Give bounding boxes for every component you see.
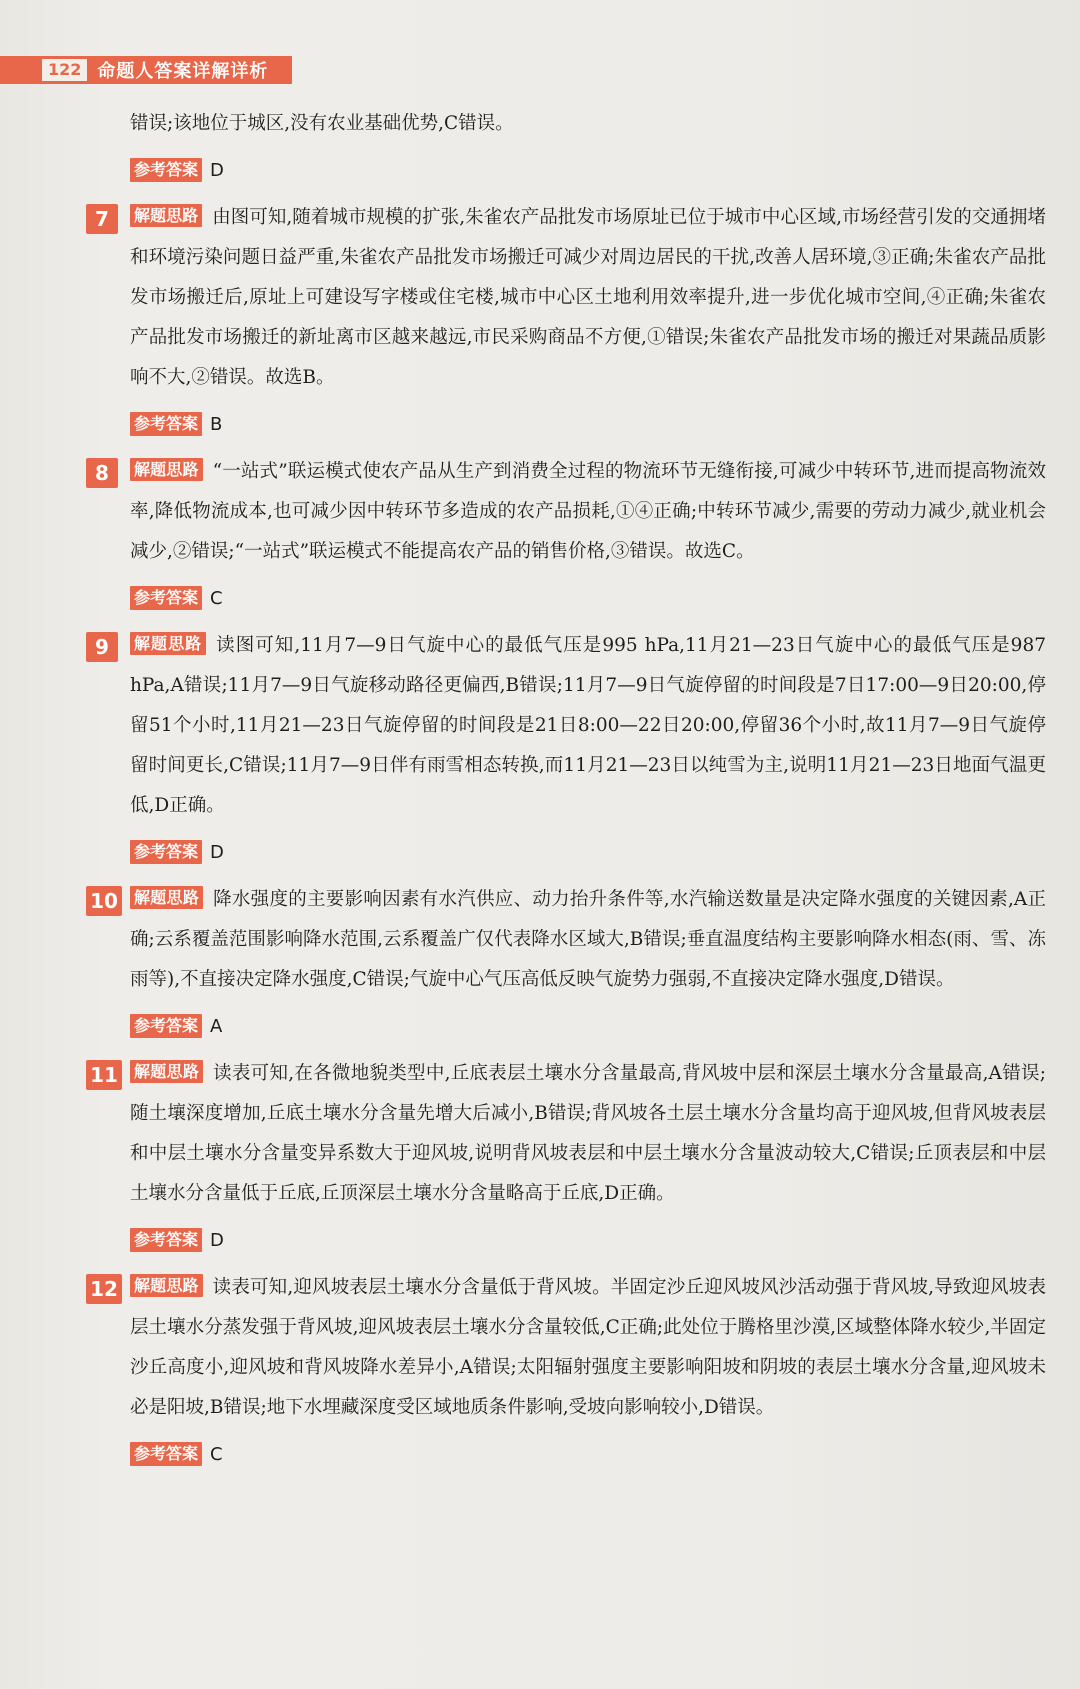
question-number: 8 [86,458,118,488]
explanation-paragraph [86,880,1046,1000]
think-label: 解题思路 [130,886,203,909]
page-content [86,104,1046,1482]
think-label: 解题思路 [130,632,206,655]
explanation-paragraph [86,1268,1046,1428]
question-item-7 [86,198,1046,444]
explanation-text: “一站式”联运模式使农产品从生产到消费全过程的物流环节无缝衔接,可减少中转环节,进而提高物流效率,降低物流成本,也可减少因中转环节多造成的农产品损耗,①④正确;中转环节减少,需要的劳动力减少,就业机会减少,②错误;“一站式”联运模式不能提高农产品的销售价格,③错误。故选C。 [130,461,1046,562]
question-number: 11 [86,1060,122,1090]
answer-value: D [210,159,224,181]
explanation-paragraph [86,1054,1046,1214]
page-number: 122 [42,59,87,81]
answer-value: C [210,1443,223,1465]
answer-row [130,404,1046,444]
page-header [0,56,292,84]
answer-value: C [210,587,223,609]
intro-answer [130,150,1046,190]
answer-label: 参考答案 [130,1442,202,1466]
explanation-text: 读图可知,11月7—9日气旋中心的最低气压是995 hPa,11月21—23日气旋中心的最低气压是987 hPa,A错误;11月7—9日气旋移动路径更偏西,B错误;11月7—9日气旋停留的时间段是7日17:00—9日20:00,停留51个小时,11月21—23日气旋停留的时间段是21日8:00—22日20:00,停留36个小时,故11月7—9日气旋停留时间更长,C错误;11月7—9日伴有雨雪相态转换,而11月21—23日以纯雪为主,说明11月21—23日地面气温更低,D正确。 [130,635,1046,816]
answer-label: 参考答案 [130,158,202,182]
intro-paragraph: 错误;该地位于城区,没有农业基础优势,C错误。 [130,113,514,134]
question-item-12 [86,1268,1046,1474]
answer-label: 参考答案 [130,586,202,610]
answer-value: B [210,413,223,435]
answer-row [130,1006,1046,1046]
think-label: 解题思路 [130,1060,203,1083]
explanation-text: 读表可知,迎风坡表层土壤水分含量低于背风坡。半固定沙丘迎风坡风沙活动强于背风坡,导致迎风坡表层土壤水分蒸发强于背风坡,迎风坡表层土壤水分含量较低,C正确;此处位于腾格里沙漠,区域整体降水较少,半固定沙丘高度小,迎风坡和背风坡降水差异小,A错误;太阳辐射强度主要影响阳坡和阴坡的表层土壤水分含量,迎风坡未必是阳坡,B错误;地下水埋藏深度受区域地质条件影响,受坡向影响较小,D错误。 [130,1277,1046,1418]
answer-label: 参考答案 [130,412,202,436]
answer-value: D [210,841,224,863]
answer-value: D [210,1229,224,1251]
think-label: 解题思路 [130,204,202,227]
question-item-10 [86,880,1046,1046]
question-number: 10 [86,886,122,916]
answer-label: 参考答案 [130,1228,202,1252]
explanation-text: 读表可知,在各微地貌类型中,丘底表层土壤水分含量最高,背风坡中层和深层土壤水分含量最高,A错误;随土壤深度增加,丘底土壤水分含量先增大后减小,B错误;背风坡各土层土壤水分含量均高于迎风坡,但背风坡表层和中层土壤水分含量变异系数大于迎风坡,说明背风坡表层和中层土壤水分含量波动较大,C错误;丘顶表层和中层土壤水分含量低于丘底,丘顶深层土壤水分含量略高于丘底,D正确。 [130,1063,1046,1204]
answer-row [130,1220,1046,1260]
answer-row [130,578,1046,618]
book-title: 命题人答案详解详析 [97,61,269,82]
question-item-11 [86,1054,1046,1260]
question-item-9 [86,626,1046,872]
answer-row [130,832,1046,872]
question-number: 12 [86,1274,122,1304]
explanation-text: 由图可知,随着城市规模的扩张,朱雀农产品批发市场原址已位于城市中心区域,市场经营引发的交通拥堵和环境污染问题日益严重,朱雀农产品批发市场搬迁可减少对周边居民的干扰,改善人居环境,③正确;朱雀农产品批发市场搬迁后,原址上可建设写字楼或住宅楼,城市中心区土地利用效率提升,进一步优化城市空间,④正确;朱雀农产品批发市场搬迁的新址离市区越来越远,市民采购商品不方便,①错误;朱雀农产品批发市场的搬迁对果蔬品质影响不大,②错误。故选B。 [130,207,1046,388]
think-label: 解题思路 [130,458,203,481]
question-item-8 [86,452,1046,618]
answer-label: 参考答案 [130,840,202,864]
question-number: 7 [86,204,118,234]
think-label: 解题思路 [130,1274,203,1297]
explanation-paragraph [86,452,1046,572]
answer-label: 参考答案 [130,1014,202,1038]
answer-row [130,1434,1046,1474]
answer-value: A [210,1015,223,1037]
explanation-paragraph [86,626,1046,826]
explanation-text: 降水强度的主要影响因素有水汽供应、动力抬升条件等,水汽输送数量是决定降水强度的关键因素,A正确;云系覆盖范围影响降水范围,云系覆盖广仅代表降水区域大,B错误;垂直温度结构主要影响降水相态(雨、雪、冻雨等),不直接决定降水强度,C错误;气旋中心气压高低反映气旋势力强弱,不直接决定降水强度,D错误。 [130,889,1046,990]
explanation-paragraph [86,198,1046,398]
question-number: 9 [86,632,118,662]
